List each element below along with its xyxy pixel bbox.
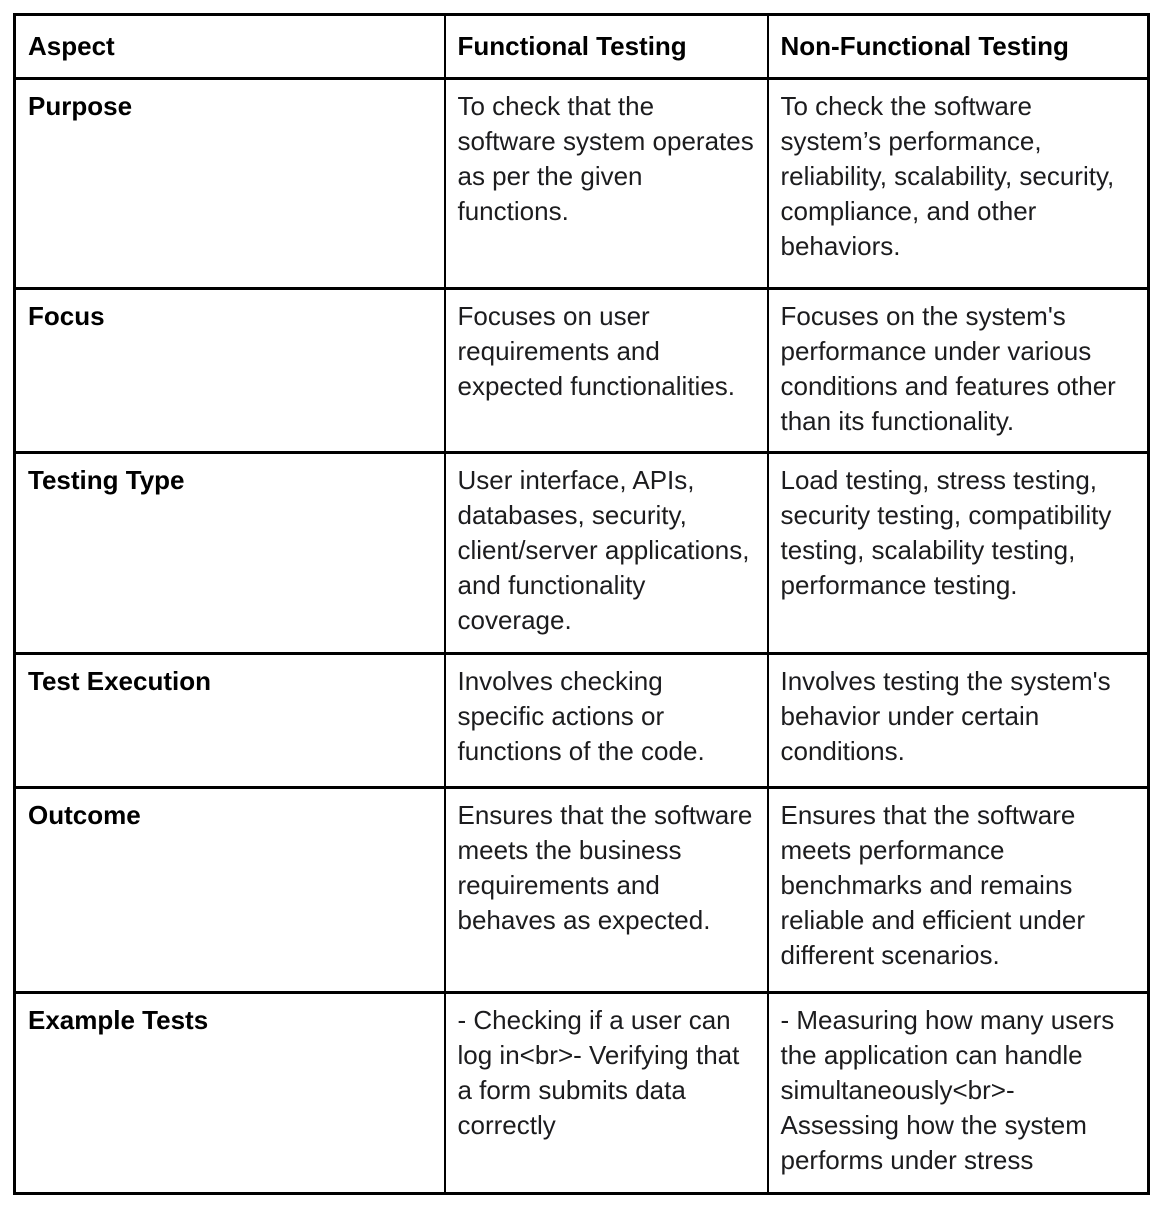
- header-aspect: Aspect: [15, 15, 445, 79]
- cell-test-execution-non-functional: Involves testing the system's behavior under certain conditions.: [768, 654, 1149, 788]
- cell-example-tests-functional: - Checking if a user can log in<br>- Verifying that a form submits data correctly: [445, 993, 768, 1194]
- row-label-focus: Focus: [15, 289, 445, 453]
- cell-example-tests-non-functional: - Measuring how many users the application can handle simultaneously<br>- Assessing how the system performs under stress: [768, 993, 1149, 1194]
- cell-outcome-non-functional: Ensures that the software meets performance benchmarks and remains reliable and efficient under different scenarios.: [768, 788, 1149, 993]
- cell-testing-type-functional: User interface, APIs, databases, security, client/server applications, and functionality coverage.: [445, 453, 768, 654]
- row-label-test-execution: Test Execution: [15, 654, 445, 788]
- header-functional-testing: Functional Testing: [445, 15, 768, 79]
- cell-purpose-functional: To check that the software system operates as per the given functions.: [445, 79, 768, 289]
- testing-comparison-table: [13, 13, 1150, 1195]
- table-row-example-tests: [15, 993, 1149, 1194]
- row-label-purpose: Purpose: [15, 79, 445, 289]
- cell-focus-non-functional: Focuses on the system's performance under various conditions and features other than its functionality.: [768, 289, 1149, 453]
- table-row-test-execution: [15, 654, 1149, 788]
- cell-outcome-functional: Ensures that the software meets the business requirements and behaves as expected.: [445, 788, 768, 993]
- table-row-testing-type: [15, 453, 1149, 654]
- table-row-purpose: [15, 79, 1149, 289]
- row-label-outcome: Outcome: [15, 788, 445, 993]
- header-row: [15, 15, 1149, 79]
- table-row-focus: [15, 289, 1149, 453]
- cell-purpose-non-functional: To check the software system’s performance, reliability, scalability, security, compliance, and other behaviors.: [768, 79, 1149, 289]
- cell-test-execution-functional: Involves checking specific actions or functions of the code.: [445, 654, 768, 788]
- cell-testing-type-non-functional: Load testing, stress testing, security testing, compatibility testing, scalability testing, performance testing.: [768, 453, 1149, 654]
- header-non-functional-testing: Non-Functional Testing: [768, 15, 1149, 79]
- row-label-testing-type: Testing Type: [15, 453, 445, 654]
- table-row-outcome: [15, 788, 1149, 993]
- row-label-example-tests: Example Tests: [15, 993, 445, 1194]
- cell-focus-functional: Focuses on user requirements and expected functionalities.: [445, 289, 768, 453]
